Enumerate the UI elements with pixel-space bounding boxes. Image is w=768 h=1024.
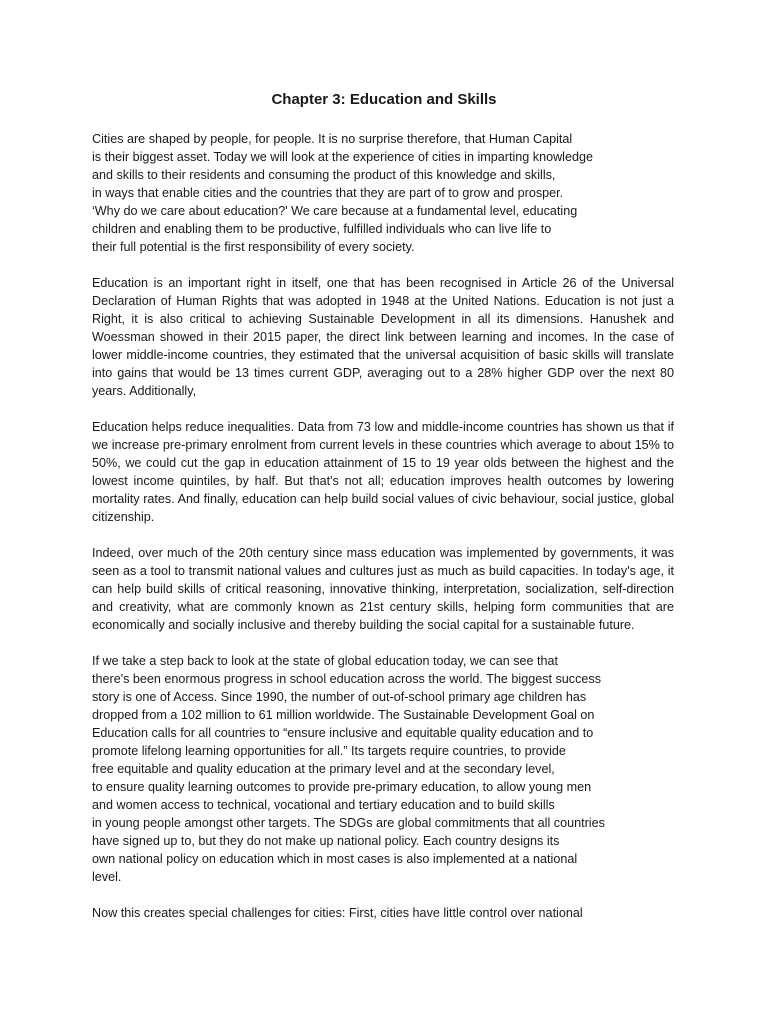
text-line: Education calls for all countries to “ensure inclusive and equitable quality education and to bbox=[92, 726, 594, 740]
paragraph-intro bbox=[92, 130, 674, 256]
text-line: is their biggest asset. Today we will look at the experience of cities in imparting knowledge bbox=[92, 150, 593, 164]
text-line: level. bbox=[92, 870, 122, 884]
text-line: ‘Why do we care about education?' We care because at a fundamental level, educating bbox=[92, 204, 578, 218]
text-line: children and enabling them to be productive, fulfilled individuals who can live life to bbox=[92, 222, 552, 236]
text-line: free equitable and quality education at the primary level and at the secondary level, bbox=[92, 762, 555, 776]
text-line: promote lifelong learning opportunities for all.” Its targets require countries, to provide bbox=[92, 744, 566, 758]
text-line: there's been enormous progress in school education across the world. The biggest success bbox=[92, 672, 602, 686]
paragraph-education-right: Education is an important right in itself, one that has been recognised in Article 26 of the Universal Declaration of Human Rights that was adopted in 1948 at the United Nations. Education is not just a Right, it is also critical to achieving Sustainable Development in all its dimensions. Hanushek and Woessman showed in their 2015 paper, the direct link between learning and incomes. In the case of lower middle-income countries, they estimated that the universal acquisition of basic skills will translate into gains that would be 13 times current GDP, averaging out to a 28% higher GDP over the next 80 years. Additionally, bbox=[92, 276, 674, 398]
text-line: story is one of Access. Since 1990, the number of out-of-school primary age children has bbox=[92, 690, 587, 704]
text-line: in ways that enable cities and the countries that they are part of to grow and prosper. bbox=[92, 186, 564, 200]
text-line: and skills to their residents and consuming the product of this knowledge and skills, bbox=[92, 168, 556, 182]
paragraph-global-education bbox=[92, 652, 674, 886]
text-line: and women access to technical, vocational and tertiary education and to build skills bbox=[92, 798, 555, 812]
text-line: Cities are shaped by people, for people. It is no surprise therefore, that Human Capital bbox=[92, 132, 573, 146]
text-line: own national policy on education which in most cases is also implemented at a national bbox=[92, 852, 578, 866]
text-line: dropped from a 102 million to 61 million worldwide. The Sustainable Development Goal on bbox=[92, 708, 595, 722]
paragraph-city-challenges bbox=[92, 904, 674, 922]
text-line: in young people amongst other targets. The SDGs are global commitments that all countries bbox=[92, 816, 605, 830]
chapter-title: Chapter 3: Education and Skills bbox=[271, 91, 497, 108]
text-line: to ensure quality learning outcomes to provide pre-primary education, to allow young men bbox=[92, 780, 592, 794]
text-line: If we take a step back to look at the state of global education today, we can see that bbox=[92, 654, 559, 668]
text-line: their full potential is the first responsibility of every society. bbox=[92, 240, 415, 254]
paragraph-20th-century: Indeed, over much of the 20th century since mass education was implemented by governments, it was seen as a tool to transmit national values and cultures just as much as build capacities. In today's age, it can help build skills of critical reasoning, innovative thinking, interpretation, socialization, self-direction and creativity, what are commonly known as 21st century skills, helping form communities that are economically and socially inclusive and thereby building the social capital for a sustainable future. bbox=[92, 546, 674, 632]
text-line: Now this creates special challenges for cities: First, cities have little control over national bbox=[92, 906, 583, 920]
paragraph-inequalities: Education helps reduce inequalities. Data from 73 low and middle-income countries has shown us that if we increase pre-primary enrolment from current levels in these countries which average to about 15% to 50%, we could cut the gap in education attainment of 15 to 19 year olds between the highest and the lowest income quintiles, by half. But that's not all; education improves health outcomes by lowering mortality rates. And finally, education can help build social values of civic behaviour, social justice, global citizenship. bbox=[92, 420, 674, 524]
body-text bbox=[92, 130, 674, 940]
text-line: have signed up to, but they do not make up national policy. Each country designs its bbox=[92, 834, 560, 848]
